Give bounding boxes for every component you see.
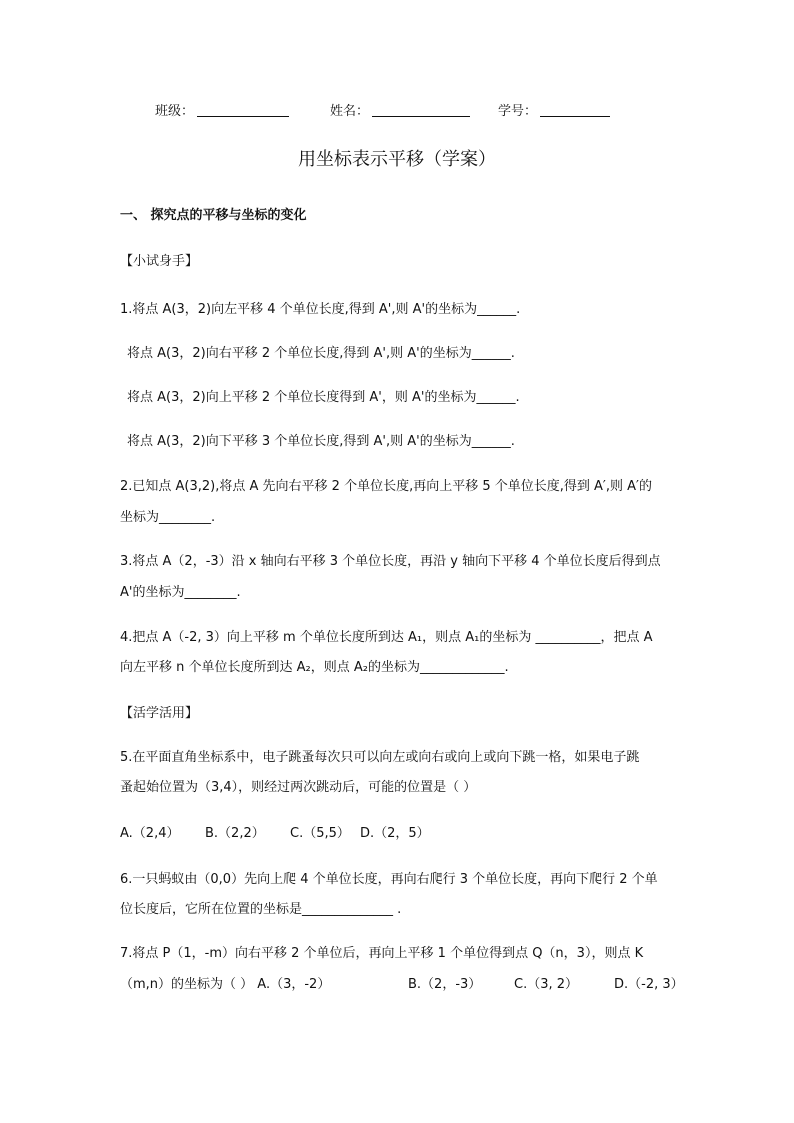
class-label: 班级：	[155, 104, 195, 119]
id-blank[interactable]	[540, 102, 610, 117]
q5-line2: 蚤起始位置为（3,4），则经过两次跳动后，可能的位置是（ ）	[120, 780, 477, 795]
name-label: 姓名：	[330, 104, 370, 119]
q7-option-b: B.（2，-3）	[408, 977, 482, 992]
tag-apply: 【活学活用】	[120, 706, 199, 721]
tag-try: 【小试身手】	[120, 254, 199, 269]
page-title: 用坐标表示平移（学案）	[298, 149, 496, 170]
header-line	[0, 100, 794, 120]
section-heading: 一、 探究点的平移与坐标的变化	[120, 208, 307, 223]
q7-option-c: C.（3, 2）	[514, 977, 579, 992]
q7-option-d: D.（-2, 3）	[614, 977, 684, 992]
id-label: 学号：	[498, 104, 538, 119]
q5-option-a: A.（2,4）	[120, 826, 180, 841]
q4-line2: 向左平移 n 个单位长度所到达 A₂，则点 A₂的坐标为_____________.	[120, 660, 509, 675]
q5-option-c: C.（5,5）	[290, 826, 350, 841]
q7-line2: （m,n）的坐标为（ ） A.（3，-2）	[120, 977, 331, 992]
q4-line1: 4.把点 A（-2, 3）向上平移 m 个单位长度所到达 A₁，则点 A₁的坐标为 __________，把点 A	[120, 630, 653, 645]
q5-option-d: D.（2，5）	[360, 826, 430, 841]
q5-line1: 5.在平面直角坐标系中，电子跳蚤每次只可以向左或向右或向上或向下跳一格，如果电子跳	[120, 750, 640, 765]
q6-line2: 位长度后，它所在位置的坐标是______________ .	[120, 902, 402, 917]
q2-line2: 坐标为________.	[120, 510, 216, 525]
q1-b: 将点 A(3，2)向右平移 2 个单位长度,得到 A',则 A'的坐标为______.	[127, 346, 515, 361]
q1-a: 1.将点 A(3，2)向左平移 4 个单位长度,得到 A',则 A'的坐标为______.	[120, 302, 521, 317]
q1-c: 将点 A(3，2)向上平移 2 个单位长度得到 A'，则 A'的坐标为______.	[127, 390, 520, 405]
name-blank[interactable]	[372, 102, 470, 117]
q1-d: 将点 A(3，2)向下平移 3 个单位长度,得到 A',则 A'的坐标为______.	[127, 434, 515, 449]
q6-line1: 6.一只蚂蚁由（0,0）先向上爬 4 个单位长度，再向右爬行 3 个单位长度，再向下爬行 2 个单	[120, 872, 658, 887]
q7-line1: 7.将点 P（1，-m）向右平移 2 个单位后，再向上平移 1 个单位得到点 Q（n，3），则点 K	[120, 946, 644, 961]
class-blank[interactable]	[197, 102, 289, 117]
q3-line1: 3.将点 A（2，-3）沿 x 轴向右平移 3 个单位长度，再沿 y 轴向下平移 4 个单位长度后得到点	[120, 554, 661, 569]
q5-option-b: B.（2,2）	[205, 826, 265, 841]
q3-line2: A'的坐标为________.	[120, 585, 241, 600]
q2-line1: 2.已知点 A(3,2),将点 A 先向右平移 2 个单位长度,再向上平移 5 个单位长度,得到 A′,则 A′的	[120, 479, 652, 494]
